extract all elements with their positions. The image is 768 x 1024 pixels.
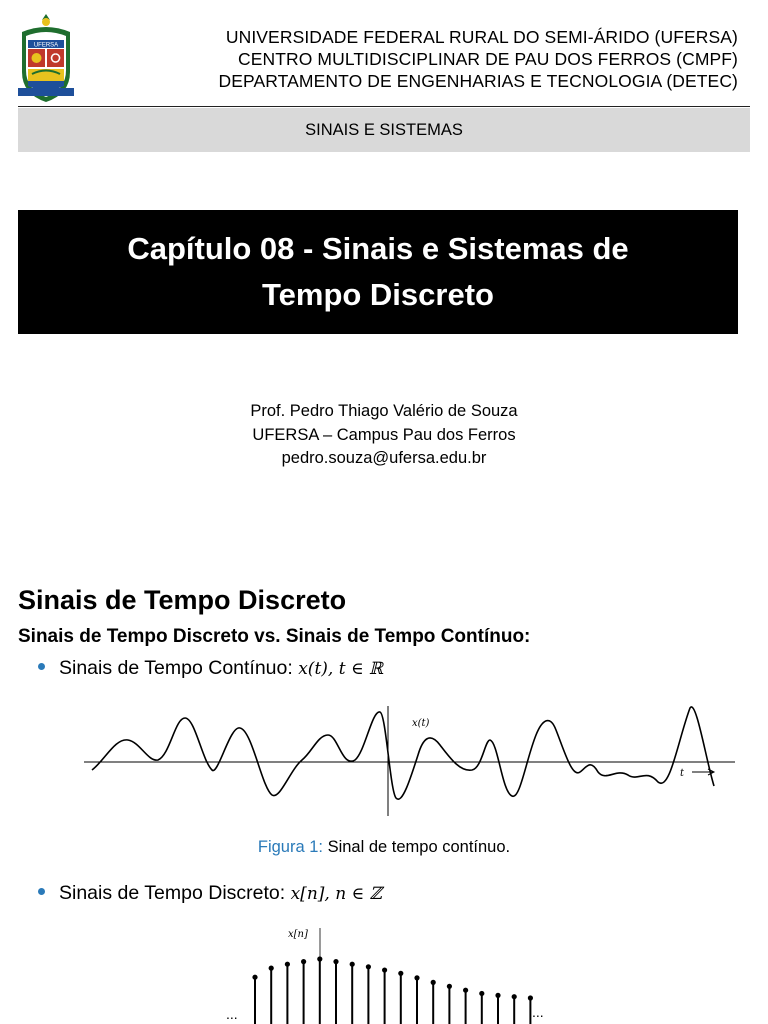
author-email: pedro.souza@ufersa.edu.br — [281, 449, 487, 467]
bullet-discrete-text: Sinais de Tempo Discreto: — [59, 882, 291, 904]
ellipsis-left: ... — [226, 1006, 238, 1022]
sample-dot — [479, 991, 484, 996]
bullet-discrete-math: x[n], n ∈ ℤ — [290, 884, 382, 904]
bullet-dot-icon — [38, 888, 45, 895]
sample-dot — [366, 964, 371, 969]
department-name: DEPARTAMENTO DE ENGENHARIAS E TECNOLOGIA (DETEC) — [218, 71, 738, 91]
bullet-continuous — [38, 657, 383, 680]
svg-text:UFERSA: UFERSA — [33, 42, 59, 49]
sample-dot — [495, 993, 500, 998]
subsection-title: Sinais de Tempo Discreto vs. Sinais de Tempo Contínuo: — [18, 626, 531, 647]
page-header — [0, 0, 768, 108]
ellipsis-right: ... — [532, 1004, 544, 1020]
figure1-caption — [0, 838, 768, 857]
signal-label-xt: x(t) — [412, 718, 430, 729]
bullet-discrete — [38, 882, 382, 905]
figure1-caption-text: Sinal de tempo contínuo. — [323, 838, 511, 856]
continuous-signal-curve — [92, 707, 714, 799]
ufersa-crest-icon — [14, 12, 78, 104]
sample-dot — [269, 966, 274, 971]
figure1-caption-label: Figura 1: — [257, 838, 323, 856]
sample-dot — [252, 975, 257, 980]
sample-dot — [431, 980, 436, 985]
university-lines — [218, 26, 738, 92]
bullet-dot-icon — [38, 663, 45, 670]
discrete-samples — [252, 956, 533, 1024]
sample-dot — [350, 962, 355, 967]
university-name: UNIVERSIDADE FEDERAL RURAL DO SEMI-ÁRIDO (UFERSA) — [225, 27, 738, 47]
sample-dot — [398, 971, 403, 976]
sample-dot — [463, 988, 468, 993]
sample-dot — [317, 956, 322, 961]
chapter-title — [18, 210, 738, 334]
sample-dot — [414, 975, 419, 980]
chapter-title-line1: Capítulo 08 - Sinais e Sistemas de — [127, 231, 629, 266]
bullet-continuous-math: x(t), t ∈ ℝ — [298, 659, 384, 679]
continuous-signal-figure — [80, 700, 740, 825]
author-name: Prof. Pedro Thiago Valério de Souza — [250, 402, 518, 420]
sample-dot — [447, 984, 452, 989]
author-block — [0, 400, 768, 471]
sample-dot — [528, 995, 533, 1000]
sample-dot — [285, 962, 290, 967]
axis-label-t: t — [680, 768, 685, 779]
center-name: CENTRO MULTIDISCIPLINAR DE PAU DOS FERROS (CMPF) — [237, 49, 738, 69]
signal-label-xn: x[n] — [288, 929, 308, 940]
header-divider — [18, 106, 750, 107]
sample-dot — [382, 967, 387, 972]
chapter-title-line2: Tempo Discreto — [262, 277, 494, 312]
bullet-continuous-text: Sinais de Tempo Contínuo: — [59, 657, 299, 679]
course-band: SINAIS E SISTEMAS — [18, 108, 750, 152]
section-title: Sinais de Tempo Discreto — [18, 585, 347, 615]
sample-dot — [301, 959, 306, 964]
author-affiliation: UFERSA – Campus Pau dos Ferros — [252, 425, 516, 444]
sample-dot — [333, 959, 338, 964]
sample-dot — [512, 994, 517, 999]
discrete-signal-figure — [222, 925, 558, 1024]
